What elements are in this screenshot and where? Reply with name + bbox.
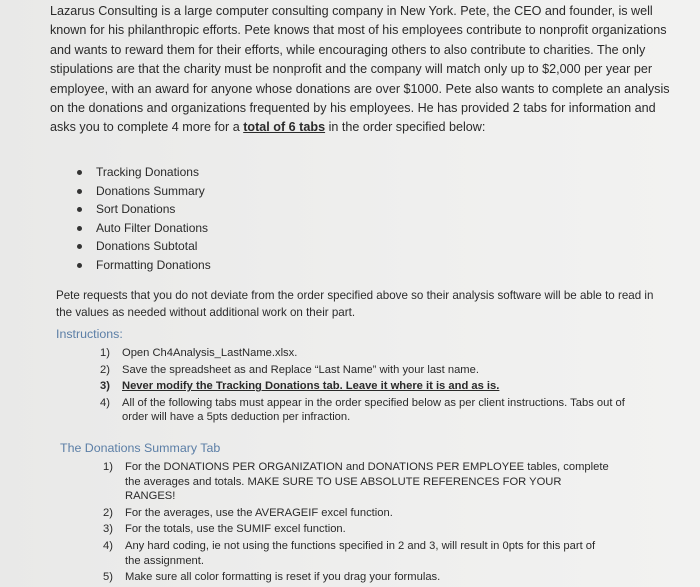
item-text: For the totals, use the SUMIF excel function. (125, 523, 346, 536)
instructions-heading: Instructions: (56, 327, 123, 341)
list-item: Formatting Donations (74, 256, 211, 275)
intro-text: Lazarus Consulting is a large computer consulting company in New York. Pete, the CEO and founder, is well known for his philanthropic efforts. Pete knows that most of his employees contribute to nonprofit organizations and wants to reward them for their efforts, while encouraging others to also contribute to charities. The only stipulations are that the charity must be nonprofit and the company will match only up to $2,000 per year per employee, with an award for anyone whose donations are over $1000. Pete also wants to complete an analysis on the donations and organizations frequented by his employees. He has provided 2 tabs for information and asks you to complete 4 more for a (50, 4, 670, 135)
item-number: 4) (103, 539, 113, 552)
list-item: Donations Subtotal (74, 237, 211, 256)
request-paragraph: Pete requests that you do not deviate from the order specified above so their analysis software will be able to read in the values as needed without additional work on their part. (56, 289, 654, 319)
item-text: Make sure all color formatting is reset if you drag your formulas. (125, 571, 441, 584)
intro-emphasis: total of 6 tabs (243, 120, 326, 135)
item-text: All of the following tabs must appear in the order specified below as per client instructions. Tabs out of order will have a 5pts deduction per infraction. (122, 396, 625, 424)
list-item: Auto Filter Donations (74, 219, 211, 238)
item-number: 3) (103, 523, 113, 536)
list-item: Tracking Donations (74, 163, 211, 182)
item-number: 3) (100, 380, 110, 393)
list-item (100, 346, 630, 361)
item-text: Never modify the Tracking Donations tab. Leave it where it is and as is. (122, 380, 500, 393)
item-number: 1) (100, 347, 110, 359)
item-text: Open Ch4Analysis_LastName.xlsx. (122, 347, 298, 359)
tab-list (74, 163, 211, 275)
item-text: Save the spreadsheet as and Replace “Last Name” with your last name. (122, 363, 479, 376)
instructions-list (100, 346, 630, 427)
item-number: 2) (100, 363, 110, 376)
list-item (100, 363, 630, 378)
item-text: For the DONATIONS PER ORGANIZATION and DONATIONS PER EMPLOYEE tables, complete the averages and totals. MAKE SURE TO USE ABSOLUTE REFERENCES FOR YOUR RANGES! (125, 461, 609, 503)
list-item (103, 522, 613, 537)
list-item (103, 539, 613, 568)
item-number: 4) (100, 396, 110, 409)
item-number: 1) (103, 461, 113, 473)
intro-paragraph (50, 2, 680, 138)
summary-heading: The Donations Summary Tab (60, 441, 221, 455)
list-item (100, 379, 630, 394)
list-item: Sort Donations (74, 200, 211, 219)
item-number: 2) (103, 506, 113, 519)
list-item (103, 460, 613, 504)
item-text: Any hard coding, ie not using the functions specified in 2 and 3, will result in 0pts for this part of the assignment. (125, 539, 596, 567)
summary-list (103, 460, 613, 587)
item-number: 5) (103, 571, 113, 584)
list-item (100, 396, 630, 425)
list-item: Donations Summary (74, 182, 211, 201)
intro-text-end: in the order specified below: (325, 120, 486, 135)
item-text: For the averages, use the AVERAGEIF excel function. (125, 506, 393, 519)
list-item (103, 506, 613, 521)
list-item (103, 570, 613, 585)
